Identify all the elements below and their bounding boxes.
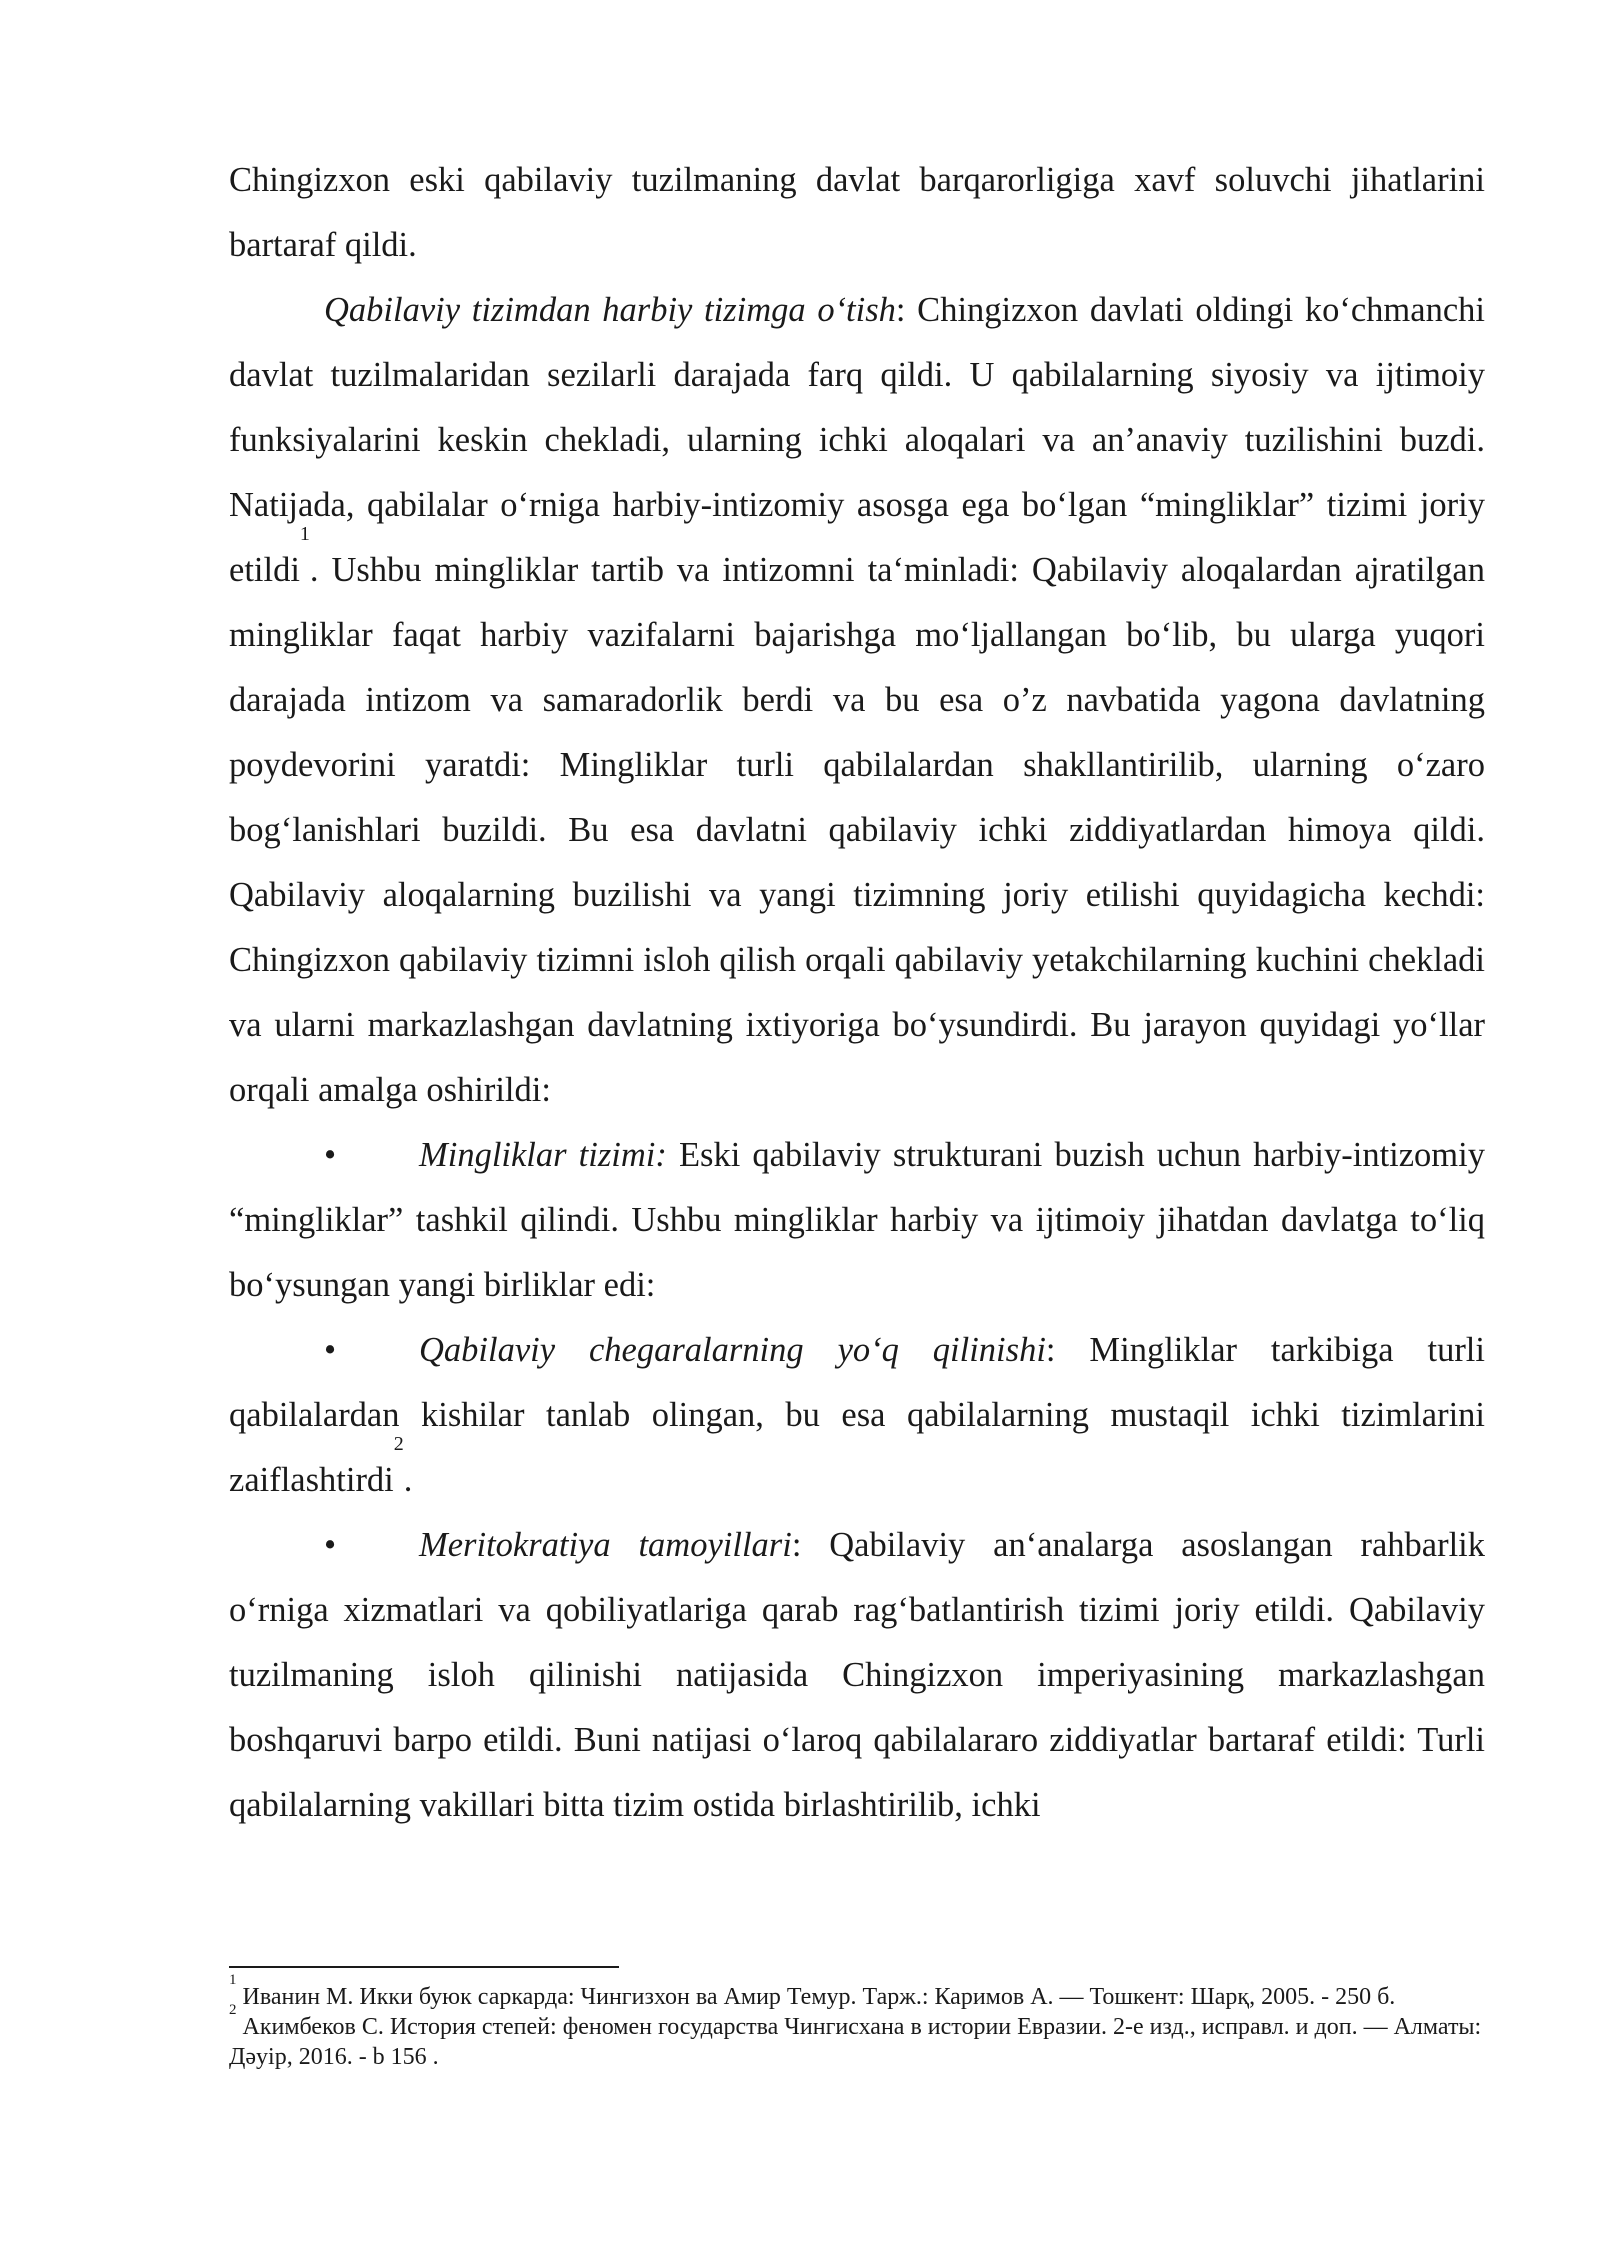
bullet-title: Mingliklar tizimi: — [419, 1136, 667, 1174]
paragraph-text-a: : Chingizxon davlati oldingi ko‘chmanchi davlat tuzilmalaridan sezilarli darajada farq qildi. U qabilalarning siyosiy va ijtimoiy funksiyalarini keskin chekladi, ularning ichki aloqalari va an’anaviy tuzilishini buzdi. Natijada, qabilalar o‘rniga harbiy-intizomiy asosga ega bo‘lgan “mingliklar” tizimi joriy etildi — [229, 291, 1485, 589]
footnote-ref-2[interactable]: 2 — [393, 1433, 404, 1455]
paragraph-intro-text: Chingizxon eski qabilaviy tuzilmaning davlat barqarorligiga xavf soluvchi jihatlarini bartaraf qildi. — [229, 161, 1485, 264]
footnote-2 — [229, 2002, 1485, 2072]
paragraph-heading: Qabilaviy tizimdan harbiy tizimga o‘tish — [324, 291, 896, 329]
paragraph-intro — [229, 148, 1485, 278]
bullet-title: Meritokratiya tamoyillari — [419, 1526, 792, 1564]
footnote-text: Акимбеков С. История степей: феномен государства Чингисхана в истории Евразии. 2-е изд., исправл. и доп. — Алматы: Дәуір, 2016. - b 156 . — [229, 2014, 1482, 2070]
bullet-marker: • — [324, 1136, 337, 1174]
body-text — [229, 148, 1485, 1838]
bullet-text: : Mingliklar tarkibiga turli qabilalardan kishilar tanlab olingan, bu esa qabilalarning mustaqil ichki tizimlarini zaiflashtirdi — [229, 1331, 1485, 1499]
footnote-text: Иванин М. Икки буюк саркарда: Чингизхон ва Амир Темур. Тарж.: Каримов А. — Тошкент: Шарқ, 2005. - 250 б. — [236, 1984, 1396, 2010]
bullet-text: Eski qabilaviy strukturani buzish uchun harbiy-intizomiy “mingliklar” tashkil qilindi. Ushbu mingliklar harbiy va ijtimoiy jihatdan davlatga to‘liq bo‘ysungan yangi birliklar edi: — [229, 1136, 1485, 1304]
footnote-ref-1[interactable]: 1 — [299, 523, 310, 545]
bullet-marker: • — [324, 1331, 337, 1369]
paragraph-text-b: . Ushbu mingliklar tartib va intizomni ta‘minladi: Qabilaviy aloqalardan ajratilgan mingliklar faqat harbiy vazifalarni bajarishga mo‘ljallangan bo‘lib, bu ularga yuqori darajada intizom va samaradorlik berdi va bu esa o’z navbatida yagona davlatning poydevorini yaratdi: Mingliklar turli qabilalardan shakllantirilib, ularning o‘zaro bog‘lanishlari buzildi. Bu esa davlatni qabilaviy ichki ziddiyatlardan himoya qildi. Qabilaviy aloqalarning buzilishi va yangi tizimning joriy etilishi quyidagicha kechdi: Chingizxon qabilaviy tizimni isloh qilish orqali qabilaviy yetakchilarning kuchini chekladi va ularni markazlashgan davlatning ixtiyoriga bo‘ysundirdi. Bu jarayon quyidagi yo‘llar orqali amalga oshirildi: — [229, 551, 1485, 1109]
bullet-tail: . — [403, 1461, 413, 1499]
bullet-item-chegaralar — [229, 1318, 1485, 1513]
footnote-separator — [229, 1966, 619, 1968]
bullet-text: : Qabilaviy an‘analarga asoslangan rahbarlik o‘rniga xizmatlari va qobiliyatlariga qarab rag‘batlantirish tizimi joriy etildi. Qabilaviy tuzilmaning isloh qilinishi natijasida Chingizxon imperiyasining markazlashgan boshqaruvi barpo etildi. Buni natijasi o‘laroq qabilalararo ziddiyatlar bartaraf etildi: Turli qabilalarning vakillari bitta tizim ostida birlashtirilib, ichki — [229, 1526, 1485, 1824]
footnote-1 — [229, 1972, 1485, 2012]
bullet-marker: • — [324, 1526, 337, 1564]
footnotes — [229, 1972, 1485, 2072]
bullet-title: Qabilaviy chegaralarning yo‘q qilinishi — [419, 1331, 1046, 1369]
bullet-item-meritokratiya — [229, 1513, 1485, 1838]
paragraph-tribal-to-military — [229, 278, 1485, 1123]
bullet-item-mingliklar — [229, 1123, 1485, 1318]
footnote-number: 1 — [229, 1972, 237, 1988]
footnote-number: 2 — [229, 2002, 237, 2018]
